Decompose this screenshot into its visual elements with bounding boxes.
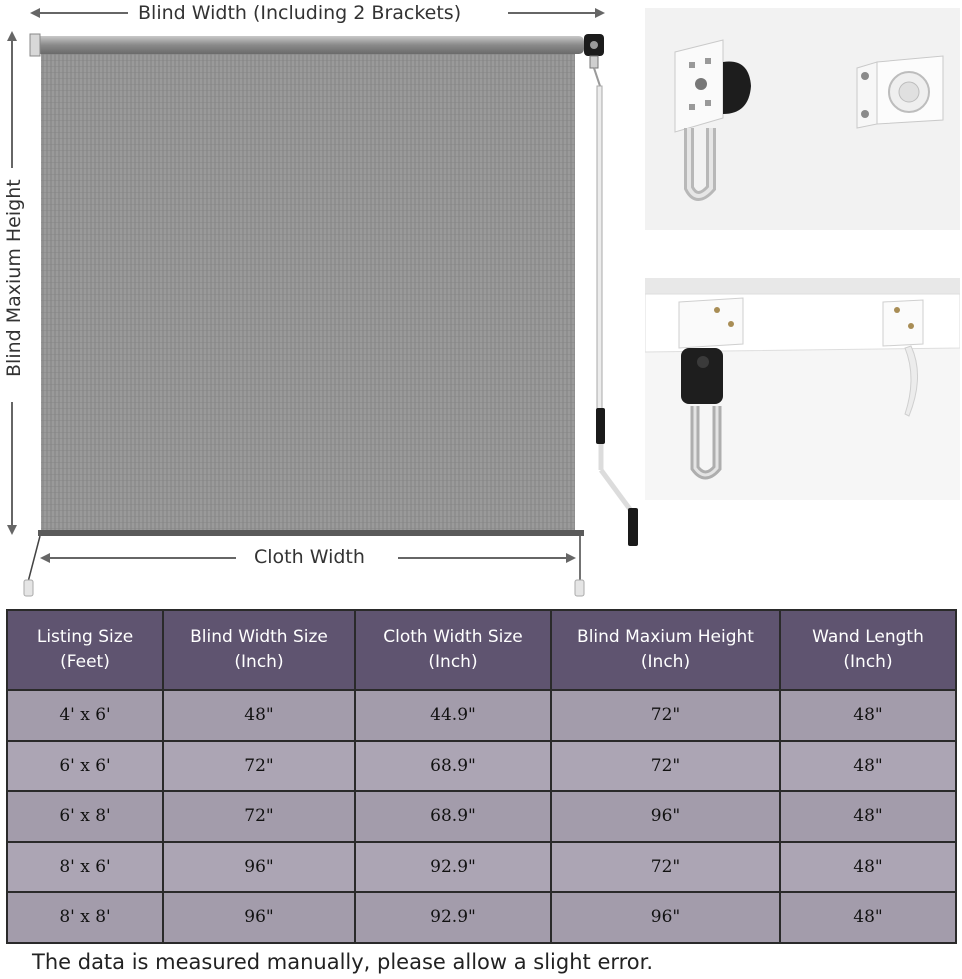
cell-wand-length: 48" (780, 690, 956, 741)
header-wand-length: Wand Length (Inch) (780, 610, 956, 690)
cell-cloth-width: 68.9" (355, 791, 551, 842)
cell-wand-length: 48" (780, 791, 956, 842)
cell-blind-width: 72" (163, 791, 355, 842)
cell-blind-width: 48" (163, 690, 355, 741)
crank-wand (594, 68, 638, 546)
cell-cloth-width: 44.9" (355, 690, 551, 741)
blind-height-label: Blind Maxium Height (3, 179, 25, 377)
cell-blind-height: 72" (551, 842, 780, 893)
cell-listing-size: 8' x 6' (7, 842, 163, 893)
roller-blind-diagram (0, 0, 640, 600)
installed-bracket-photo (645, 278, 960, 500)
cell-cloth-width: 68.9" (355, 741, 551, 792)
roller-tube (36, 36, 584, 54)
cell-blind-width: 96" (163, 842, 355, 893)
end-bracket-icon (857, 56, 943, 128)
cell-wand-length: 48" (780, 892, 956, 943)
cell-listing-size: 8' x 8' (7, 892, 163, 943)
table-row (7, 690, 956, 741)
table-row (7, 791, 956, 842)
cell-listing-size: 6' x 8' (7, 791, 163, 842)
cell-listing-size: 4' x 6' (7, 690, 163, 741)
table-header-row (7, 610, 956, 690)
measurement-footnote: The data is measured manually, please allow a slight error. (32, 950, 654, 974)
table-row (7, 892, 956, 943)
cell-listing-size: 6' x 6' (7, 741, 163, 792)
header-cloth-width: Cloth Width Size (Inch) (355, 610, 551, 690)
cell-blind-height: 72" (551, 690, 780, 741)
bracket-hardware-photo (645, 8, 960, 230)
cell-blind-width: 72" (163, 741, 355, 792)
header-blind-width: Blind Width Size (Inch) (163, 610, 355, 690)
header-listing-size: Listing Size (Feet) (7, 610, 163, 690)
cell-blind-height: 96" (551, 791, 780, 842)
blind-fabric (41, 54, 575, 532)
bottom-rail (38, 530, 584, 536)
left-bracket (30, 34, 40, 56)
blind-width-label: Blind Width (Including 2 Brackets) (132, 2, 467, 24)
cell-blind-height: 96" (551, 892, 780, 943)
cell-blind-height: 72" (551, 741, 780, 792)
cell-wand-length: 48" (780, 741, 956, 792)
cell-cloth-width: 92.9" (355, 842, 551, 893)
cell-wand-length: 48" (780, 842, 956, 893)
header-blind-height: Blind Maxium Height (Inch) (551, 610, 780, 690)
cloth-width-label: Cloth Width (254, 546, 365, 568)
table-row (7, 842, 956, 893)
cell-cloth-width: 92.9" (355, 892, 551, 943)
table-row (7, 741, 956, 792)
cell-blind-width: 96" (163, 892, 355, 943)
crank-gear (584, 34, 604, 68)
size-table (6, 609, 957, 944)
